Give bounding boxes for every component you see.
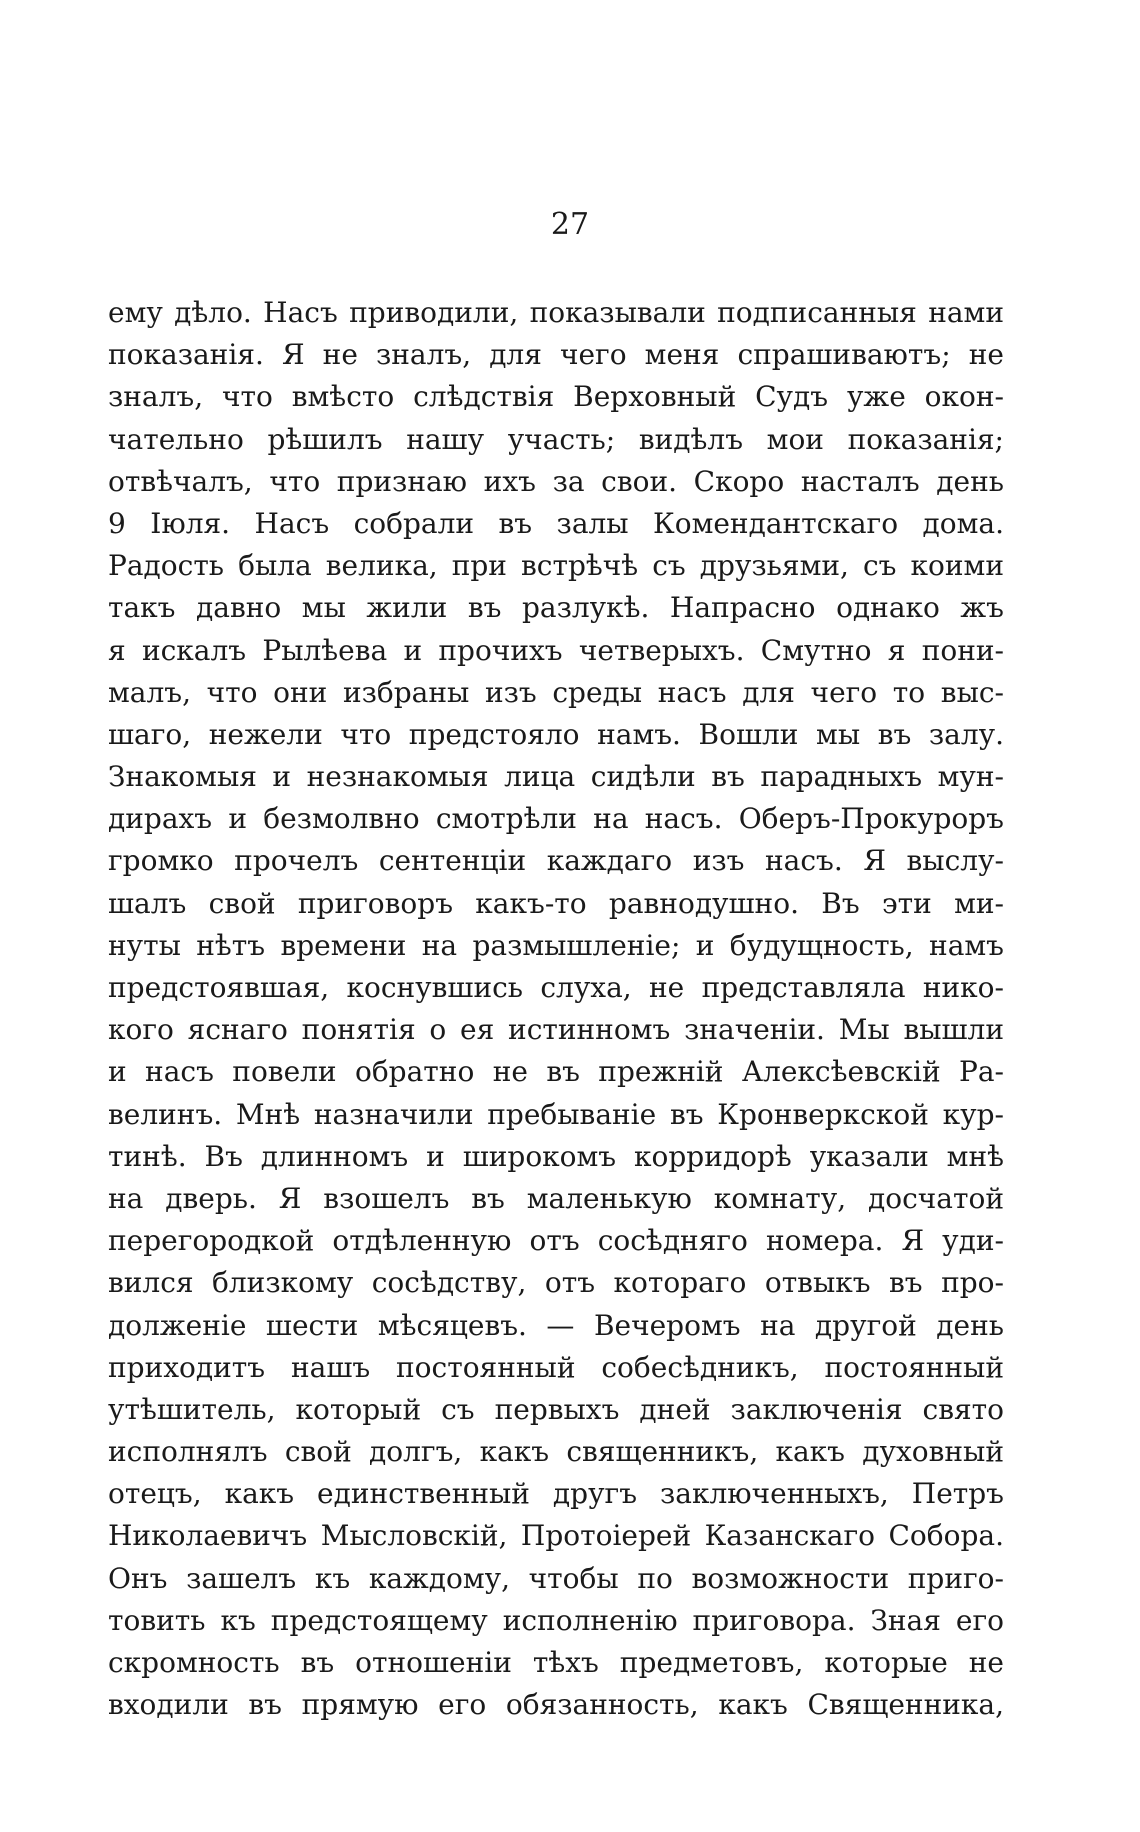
text-line: громко прочелъ сентенціи каждаго изъ насъ. Я выслу-: [108, 844, 1004, 878]
text-line: вился близкому сосѣдству, отъ котораго отвыкъ въ про-: [108, 1266, 1004, 1300]
text-line: шалъ свой приговоръ какъ-то равнодушно. Въ эти ми-: [108, 886, 1004, 920]
text-line: дирахъ и безмолвно смотрѣли на насъ. Оберъ-Прокуроръ: [108, 802, 1004, 836]
text-line: показанія. Я не зналъ, для чего меня спрашиваютъ; не: [108, 338, 1004, 372]
text-line: отецъ, какъ единственный другъ заключенныхъ, Петръ: [108, 1477, 1004, 1511]
text-line: исполнялъ свой долгъ, какъ священникъ, какъ духовный: [108, 1435, 1004, 1469]
text-line: товить къ предстоящему исполненію приговора. Зная его: [108, 1603, 1004, 1637]
text-line: малъ, что они избраны изъ среды насъ для чего то выс-: [108, 675, 1004, 709]
text-line: тинѣ. Въ длинномъ и широкомъ корридорѣ указали мнѣ: [108, 1139, 1004, 1173]
text-line: утѣшитель, который съ первыхъ дней заключенія свято: [108, 1392, 1004, 1426]
text-line: входили въ прямую его обязанность, какъ Священника,: [108, 1688, 1004, 1722]
text-line: перегородкой отдѣленную отъ сосѣдняго номера. Я уди-: [108, 1224, 1004, 1258]
text-line: отвѣчалъ, что признаю ихъ за свои. Скоро насталъ день: [108, 464, 1004, 498]
text-line: долженіе шести мѣсяцевъ. — Вечеромъ на другой день: [108, 1308, 1004, 1342]
text-line: Радость была велика, при встрѣчѣ съ друзьями, съ коими: [108, 549, 1004, 583]
body-text: [108, 292, 1004, 1726]
text-line: велинъ. Мнѣ назначили пребываніе въ Кронверкской кур-: [108, 1097, 1004, 1131]
text-line: такъ давно мы жили въ разлукѣ. Напрасно однако жъ: [108, 591, 1004, 625]
text-line: нуты нѣтъ времени на размышленіе; и будущность, намъ: [108, 928, 1004, 962]
text-line: я искалъ Рылѣева и прочихъ четверыхъ. Смутно я пони-: [108, 633, 1004, 667]
text-line: Онъ зашелъ къ каждому, чтобы по возможности приго-: [108, 1561, 1004, 1595]
text-line: зналъ, что вмѣсто слѣдствія Верховный Судъ уже окон-: [108, 380, 1004, 414]
text-line: ему дѣло. Насъ приводили, показывали подписанныя нами: [108, 296, 1004, 329]
text-line: приходитъ нашъ постоянный собесѣдникъ, постоянный: [108, 1350, 1004, 1384]
text-line: и насъ повели обратно не въ прежній Алексѣевскій Ра-: [108, 1055, 1004, 1089]
text-line: кого яснаго понятія о ея истинномъ значеніи. Мы вышли: [108, 1013, 1004, 1047]
text-line: 9 Іюля. Насъ собрали въ залы Комендантскаго дома.: [108, 506, 1004, 540]
text-line: шаго, нежели что предстояло намъ. Вошли мы въ залу.: [108, 717, 1004, 751]
text-line: чательно рѣшилъ нашу участь; видѣлъ мои показанія;: [108, 422, 1004, 456]
text-line: предстоявшая, коснувшись слуха, не представляла нико-: [108, 971, 1004, 1004]
page-number: 27: [550, 207, 590, 242]
text-line: Николаевичъ Мысловскій, Протоіерей Казанскаго Собора.: [108, 1519, 1004, 1553]
text-line: скромность въ отношеніи тѣхъ предметовъ, которые не: [108, 1646, 1004, 1679]
text-line: на дверь. Я взошелъ въ маленькую комнату, досчатой: [108, 1181, 1004, 1215]
text-line: Знакомыя и незнакомыя лица сидѣли въ парадныхъ мун-: [108, 760, 1004, 794]
